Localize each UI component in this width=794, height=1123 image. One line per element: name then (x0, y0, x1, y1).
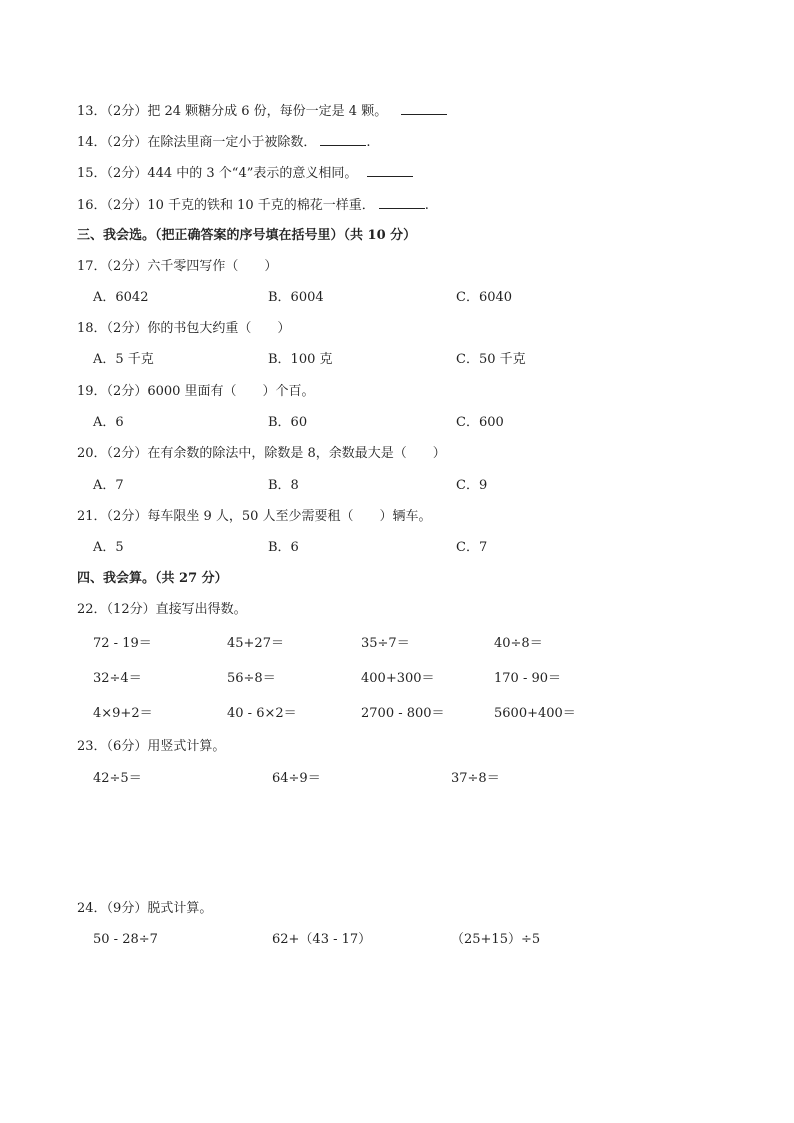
question-23: 23．（6分）用竖式计算。 (77, 739, 226, 754)
question-14-text: 14．（2分）在除法里商一定小于被除数． (77, 135, 317, 150)
calc-item: 40÷8＝ (494, 636, 543, 651)
option-18-c[interactable]: C．50 千克 (456, 352, 526, 367)
section-heading-3: 三、我会选。（把正确答案的序号填在括号里）（共 10 分） (77, 228, 417, 243)
question-22: 22．（12分）直接写出得数。 (77, 602, 247, 617)
option-19-a[interactable]: A．6 (93, 415, 124, 430)
calc-item: 170 - 90＝ (494, 671, 562, 686)
question-14-suffix: . (366, 135, 371, 150)
question-14 (77, 133, 370, 152)
option-19-c[interactable]: C．600 (456, 415, 504, 430)
answer-blank[interactable] (367, 164, 413, 177)
calc-item: 45+27＝ (227, 636, 284, 651)
question-15 (77, 164, 413, 183)
step-calc-item: 50 - 28÷7 (93, 932, 158, 947)
option-20-c[interactable]: C．9 (456, 478, 488, 493)
calc-item: 56÷8＝ (227, 671, 276, 686)
option-18-a[interactable]: A．5 千克 (93, 352, 154, 367)
vertical-calc-item: 64÷9＝ (272, 771, 321, 786)
question-19: 19．（2分）6000 里面有（ ）个百。 (77, 384, 315, 399)
answer-blank[interactable] (401, 102, 447, 115)
question-21: 21．（2分）每车限坐 9 人，50 人至少需要租（ ）辆车。 (77, 509, 432, 524)
question-13-text: 13．（2分）把 24 颗糖分成 6 份，每份一定是 4 颗。 (77, 104, 388, 119)
option-17-c[interactable]: C．6040 (456, 290, 513, 305)
question-13 (77, 102, 447, 121)
question-15-text: 15．（2分）444 中的 3 个“4”表示的意义相同。 (77, 166, 358, 181)
question-24: 24．（9分）脱式计算。 (77, 901, 213, 916)
step-calc-item: 62+（43 - 17） (272, 932, 372, 947)
section-heading-4: 四、我会算。（共 27 分） (77, 571, 228, 586)
answer-blank[interactable] (379, 196, 425, 209)
question-17: 17．（2分）六千零四写作（ ） (77, 259, 278, 274)
question-16 (77, 196, 429, 215)
answer-blank[interactable] (320, 133, 366, 146)
calc-item: 5600+400＝ (494, 706, 576, 721)
option-21-b[interactable]: B．6 (268, 540, 299, 555)
question-18: 18．（2分）你的书包大约重（ ） (77, 321, 291, 336)
calc-item: 400+300＝ (361, 671, 435, 686)
option-20-b[interactable]: B．8 (268, 478, 299, 493)
calc-item: 32÷4＝ (93, 671, 142, 686)
question-16-suffix: . (424, 198, 429, 213)
calc-item: 4×9+2＝ (93, 706, 153, 721)
option-17-a[interactable]: A．6042 (93, 290, 149, 305)
option-18-b[interactable]: B．100 克 (268, 352, 333, 367)
option-19-b[interactable]: B．60 (268, 415, 308, 430)
vertical-calc-item: 42÷5＝ (93, 771, 142, 786)
option-21-a[interactable]: A．5 (93, 540, 124, 555)
calc-item: 72 - 19＝ (93, 636, 152, 651)
step-calc-item: （25+15）÷5 (451, 932, 541, 947)
calc-item: 35÷7＝ (361, 636, 410, 651)
option-21-c[interactable]: C．7 (456, 540, 488, 555)
calc-item: 40 - 6×2＝ (227, 706, 297, 721)
question-20: 20．（2分）在有余数的除法中，除数是 8，余数最大是（ ） (77, 446, 446, 461)
option-20-a[interactable]: A．7 (93, 478, 124, 493)
vertical-calc-item: 37÷8＝ (451, 771, 500, 786)
question-16-text: 16．（2分）10 千克的铁和 10 千克的棉花一样重． (77, 198, 375, 213)
option-17-b[interactable]: B．6004 (268, 290, 324, 305)
calc-item: 2700 - 800＝ (361, 706, 445, 721)
